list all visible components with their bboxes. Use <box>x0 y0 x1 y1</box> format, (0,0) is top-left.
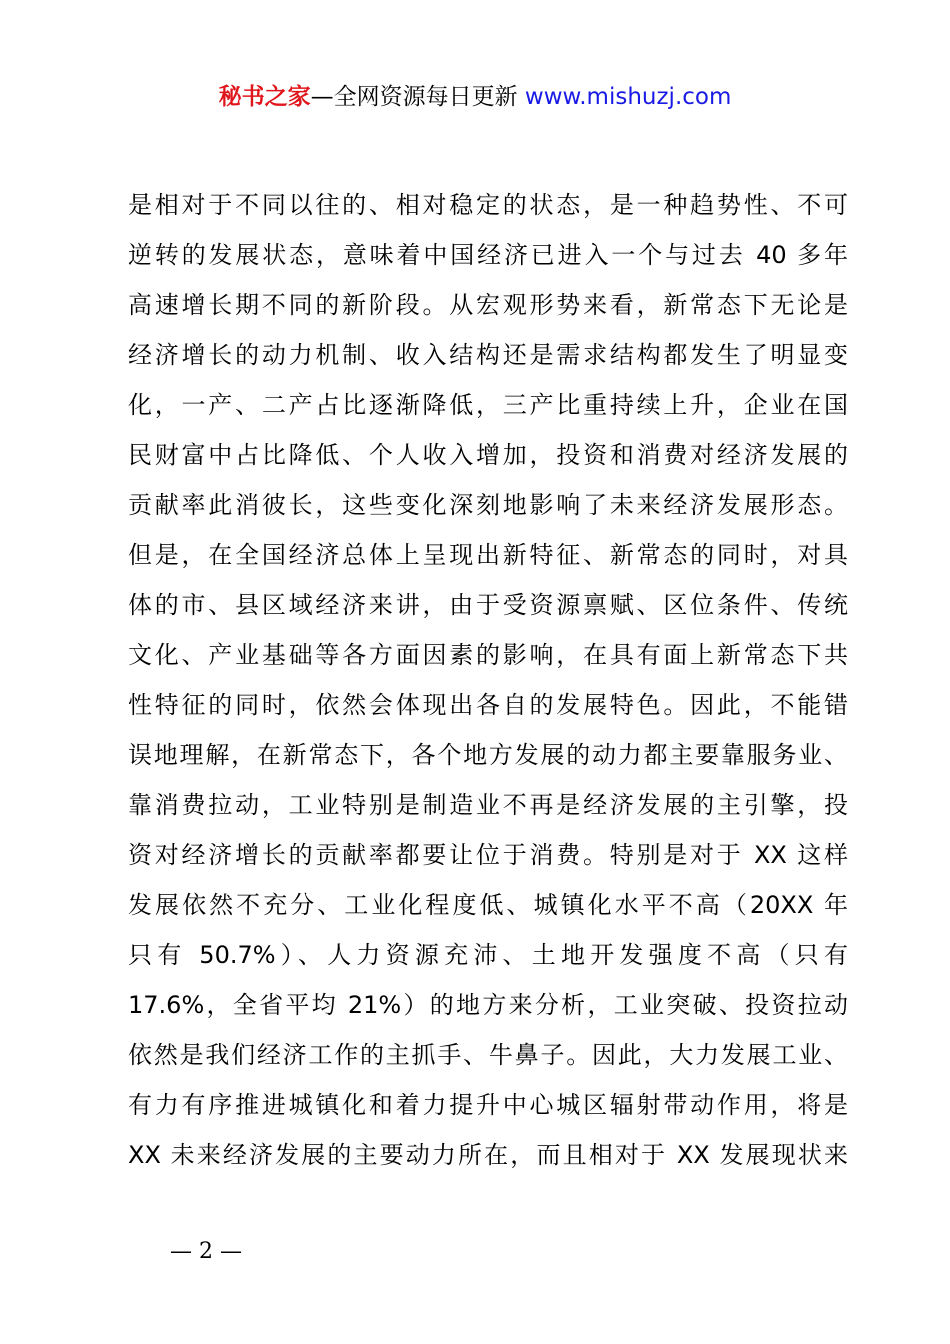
body-line: 经济增长的动力机制、收入结构还是需求结构都发生了明显变 <box>128 341 848 369</box>
body-line: 贡献率此消彼长，这些变化深刻地影响了未来经济发展形态。 <box>128 491 848 519</box>
body-line: 民财富中占比降低、个人收入增加，投资和消费对经济发展的 <box>128 441 848 469</box>
document-body <box>128 180 848 1180</box>
body-line: 但是，在全国经济总体上呈现出新特征、新常态的同时，对具 <box>128 541 848 569</box>
page-number: — 2 — <box>170 1239 242 1264</box>
body-line: 文化、产业基础等各方面因素的影响，在具有面上新常态下共 <box>128 641 848 669</box>
body-line: 高速增长期不同的新阶段。从宏观形势来看，新常态下无论是 <box>128 291 848 319</box>
body-line: 靠消费拉动，工业特别是制造业不再是经济发展的主引擎，投 <box>128 791 848 819</box>
body-line: 是相对于不同以往的、相对稳定的状态，是一种趋势性、不可 <box>128 191 848 219</box>
body-line: 性特征的同时，依然会体现出各自的发展特色。因此，不能错 <box>128 691 848 719</box>
body-line: 化，一产、二产占比逐渐降低，三产比重持续上升，企业在国 <box>128 391 848 419</box>
body-line: 只有 50.7%）、人力资源充沛、土地开发强度不高（只有 <box>128 941 848 969</box>
page-header <box>0 80 950 114</box>
body-line: 误地理解，在新常态下，各个地方发展的动力都主要靠服务业、 <box>128 741 848 769</box>
body-line: 资对经济增长的贡献率都要让位于消费。特别是对于 XX 这样 <box>128 841 848 869</box>
website-link[interactable]: www.mishuzj.com <box>524 84 732 110</box>
body-line: 17.6%，全省平均 21%）的地方来分析，工业突破、投资拉动 <box>128 991 848 1019</box>
brand-name: 秘书之家 <box>218 84 311 110</box>
body-line: 依然是我们经济工作的主抓手、牛鼻子。因此，大力发展工业、 <box>128 1041 848 1069</box>
body-line: 发展依然不充分、工业化程度低、城镇化水平不高（20XX 年 <box>128 891 848 919</box>
body-line: 体的市、县区域经济来讲，由于受资源禀赋、区位条件、传统 <box>128 591 848 619</box>
body-line: 有力有序推进城镇化和着力提升中心城区辐射带动作用，将是 <box>128 1091 848 1119</box>
body-line: 逆转的发展状态，意味着中国经济已进入一个与过去 40 多年 <box>128 241 848 269</box>
header-tagline: —全网资源每日更新 <box>310 84 518 110</box>
body-line: XX 未来经济发展的主要动力所在，而且相对于 XX 发展现状来 <box>128 1141 848 1169</box>
